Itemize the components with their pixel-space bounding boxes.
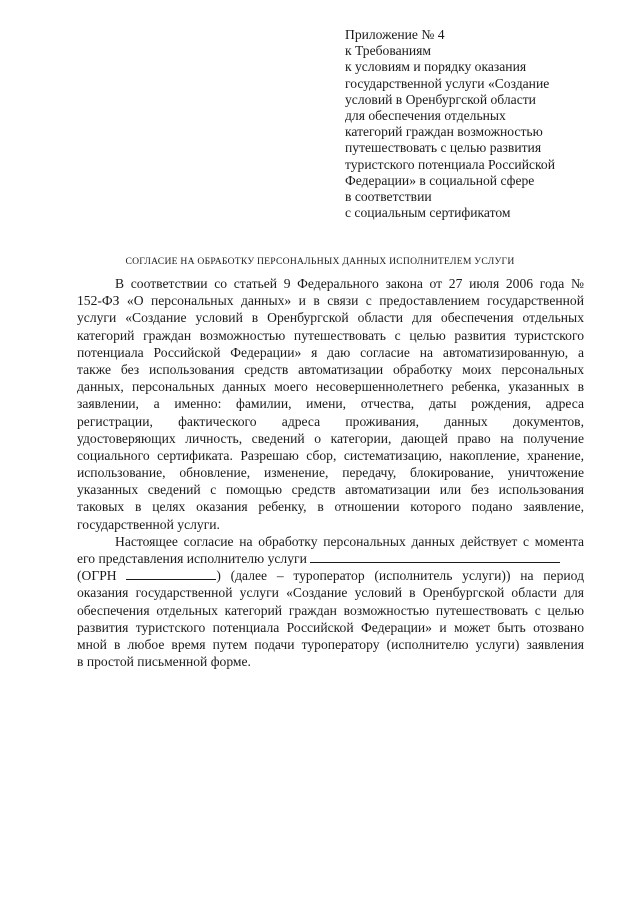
appendix-line: путешествовать с целью развития [345, 140, 542, 156]
appendix-line: в соответствии [345, 189, 432, 205]
paragraph-line: заявлении, а именно: фамилии, имени, отчества, даты рождения, адреса [77, 396, 584, 412]
paragraph-line: государственной услуги. [77, 516, 220, 532]
paragraph-line: Настоящее согласие на обработку персональных данных действует с момента [115, 533, 584, 549]
paragraph-line: услуги «Создание условий в Оренбургской области для обеспечения отдельных [77, 310, 584, 326]
appendix-line: к Требованиям [345, 43, 432, 59]
paragraph-line [77, 550, 584, 567]
paragraph-line: В соответствии со статьей 9 Федерального закона от 27 июля 2006 года № [115, 276, 584, 291]
appendix-header [345, 27, 615, 221]
paragraph-line: данных, персональных данных моего несовершеннолетнего ребенка, указанных в [77, 379, 584, 395]
appendix-line: категорий граждан возможностью [345, 124, 543, 140]
appendix-line: государственной услуги «Создание [345, 75, 550, 91]
ogrn-blank[interactable] [126, 567, 216, 580]
executor-name-blank[interactable] [310, 550, 560, 563]
paragraph-line: использование, обновление, изменение, передачу, блокирование, уничтожение [77, 465, 584, 481]
appendix-line: условий в Оренбургской области [345, 91, 536, 107]
paragraph-line: категорий граждан возможностью путешествовать с целью развития туристского [77, 327, 584, 343]
appendix-line: для обеспечения отдельных [345, 108, 506, 124]
paragraph-line: указанных сведений с помощью средств автоматизации или без использования [77, 482, 584, 498]
paragraph-line: удостоверяющих личность, сведений о категории, дающей право на получение [77, 430, 584, 446]
appendix-line: туристского потенциала Российской [345, 156, 555, 172]
paragraph-line: развития туристского потенциала Российской Федерации» и может быть отозвано [77, 619, 584, 635]
paragraph-line: обеспечения отдельных категорий граждан возможностью путешествовать с целью [77, 602, 584, 618]
paragraph-line: также без использования средств автоматизации обработку моих персональных [77, 361, 584, 377]
document-body [77, 275, 584, 670]
paragraph-line: 152-ФЗ «О персональных данных» и в связи с предоставлением государственной [77, 293, 584, 309]
appendix-line: с социальным сертификатом [345, 205, 511, 221]
appendix-line: Федерации» в социальной сфере [345, 172, 535, 188]
document-title: СОГЛАСИЕ НА ОБРАБОТКУ ПЕРСОНАЛЬНЫХ ДАННЫХ ИСПОЛНИТЕЛЕМ УСЛУГИ [125, 256, 515, 267]
paragraph-line: мной в любое время путем подачи туроператору (исполнителю услуги) заявления [77, 636, 584, 652]
paragraph-line: в простой письменной форме. [77, 654, 251, 670]
paragraph-line: регистрации, фактического адреса проживания, данных документов, [77, 413, 584, 429]
executor-label: его представления исполнителю услуги [77, 551, 307, 566]
paragraph-line: оказания государственной услуги «Создание условий в Оренбургской области для [77, 585, 584, 601]
paragraph-line: потенциала Российской Федерации» я даю согласие на автоматизированную, а [77, 344, 584, 360]
paragraph-line: таковых в целях оказания ребенку, в отношении которого подано заявление, [77, 499, 584, 515]
paragraph-line [77, 567, 584, 584]
ogrn-label: (ОГРН [77, 568, 117, 584]
ogrn-suffix: ) (далее – туроператор (исполнитель услуги)) на период [216, 568, 584, 584]
paragraph-line: социального сертификата. Разрешаю сбор, систематизацию, накопление, хранение, [77, 447, 584, 463]
appendix-line: Приложение № 4 [345, 27, 445, 42]
appendix-line: к условиям и порядку оказания [345, 59, 527, 75]
